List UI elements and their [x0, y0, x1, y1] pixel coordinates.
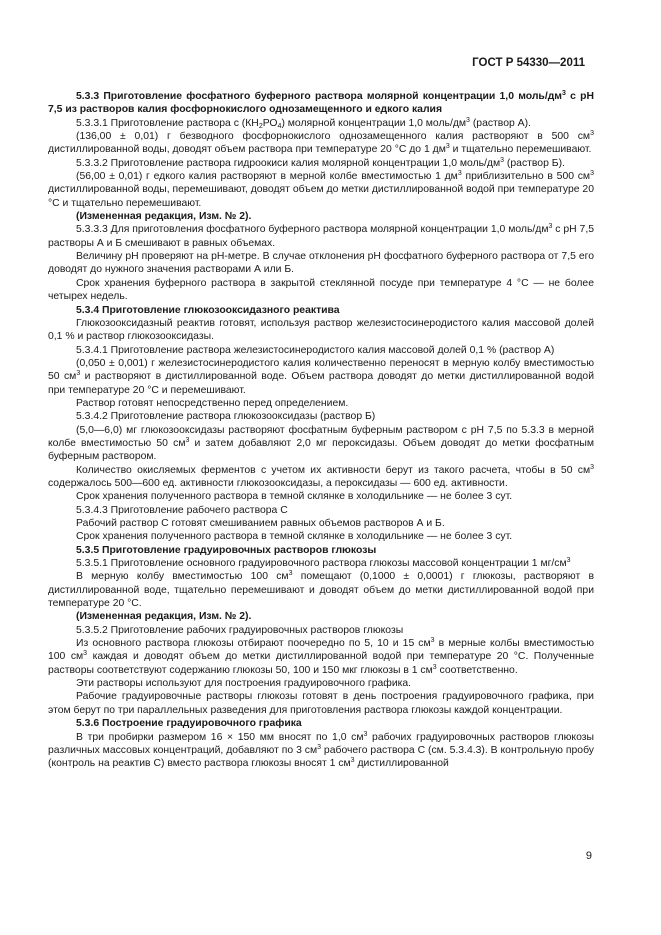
paragraph: (56,00 ± 0,01) г едкого калия растворяют в мерной колбе вместимостью 1 $дм^3$ приблизительно в 500 $см^3$ дистиллированной воды, перемешивают, доводят объем до метки дистиллированной водой при температуре 20 °С и тщательно перемешивают. — [48, 170, 594, 209]
paragraph: Величину рН проверяют на рН-метре. В случае отклонения рН фосфатного буферного раствора от 7,5 его доводят до нужного значения растворами А или Б. — [48, 251, 594, 276]
paragraph: Рабочие градуировочные растворы глюкозы готовят в день построения градуировочного графика, при этом берут по три параллельных разведения для приготовления раствора глюкозы каждой концентрации. — [48, 691, 594, 716]
paragraph: Эти растворы используют для построения градуировочного графика. — [76, 678, 412, 690]
paragraph: Из основного раствора глюкозы отбирают поочередно по 5, 10 и 15 $см^3$ в мерные колбы вместимостью 100 $см^3$ каждая и доводят объем до метки дистиллированной водой при температуре 20 °С. Полученные растворы соответствуют содержанию глюкозы 50, 100 и 150 мкг глюкозы в 1 $см^3$ соответственно. — [48, 637, 595, 676]
section-heading: (Измененная редакция, Изм. № 2). — [76, 211, 252, 223]
section-heading: 5.3.4 Приготовление глюкозооксидазного реактива — [76, 304, 340, 316]
paragraph: Срок хранения полученного раствора в темной склянке в холодильнике — не более 3 сут. — [76, 491, 513, 503]
paragraph: 5.3.4.2 Приготовление раствора глюкозооксидазы (раствор Б) — [76, 411, 376, 423]
paragraph: 5.3.4.3 Приготовление рабочего раствора С — [76, 504, 288, 516]
paragraph: Срок хранения буферного раствора в закрытой стеклянной посуде при температуре 4 °С — не более четырех недель. — [48, 277, 594, 303]
paragraph: 5.3.3.2 Приготовление раствора гидроокиси калия молярной концентрации 1,0 моль/$дм^3$ (раствор Б). — [76, 156, 565, 169]
section-heading: 5.3.6 Построение градуировочного графика — [76, 718, 302, 730]
paragraph: (136,00 ± 0,01) г безводного фосфорнокислого однозамещенного калия растворяют в 500 $см^3$ дистиллированной воды, доводят объем раствора при температуре 20 °С до 1 $дм^3$ и тщательно перемешивают. — [48, 130, 594, 156]
paragraph: 5.3.5.2 Приготовление рабочих градуировочных растворов глюкозы — [76, 624, 404, 636]
paragraph: (5,0—6,0) мг глюкозооксидазы растворяют фосфатным буферным раствором с рН 7,5 по 5.3.3 в мерной колбе вместимостью 50 $см^3$ и затем добавляют 2,0 мг пероксидазы. Объем доводят до метки фосфатным буферным раствором. — [48, 424, 594, 463]
section-heading: (Измененная редакция, Изм. № 2). — [76, 611, 252, 623]
paragraph: 5.3.5.1 Приготовление основного градуировочного раствора глюкозы массовой концентрации 1 $мг/см^3$ — [76, 557, 571, 570]
page-number: 9 — [585, 850, 592, 862]
document-body — [48, 90, 594, 771]
paragraph: В мерную колбу вместимостью 100 $см^3$ помещают (0,1000 ± 0,0001) г глюкозы, растворяют в дистиллированной воде, тщательно перемешивают и доводят объем до метки дистиллированной водой при температуре 20 °С. — [48, 570, 594, 610]
section-heading: 5.3.5 Приготовление градуировочных растворов глюкозы — [76, 544, 377, 556]
document-header: ГОСТ Р 54330—2011 — [472, 57, 585, 69]
paragraph: 5.3.3.3 Для приготовления фосфатного буферного раствора молярной концентрации 1,0 моль/$дм^3$ с рН 7,5 растворы А и Б смешивают в равных объемах. — [48, 223, 594, 249]
paragraph: Раствор готовят непосредственно перед определением. — [76, 397, 349, 409]
paragraph: В три пробирки размером 16 × 150 мм вносят по 1,0 $см^3$ рабочих градуировочных растворов глюкозы различных массовых концентраций, добавляют по 3 $см^3$ рабочего раствора С (см. 5.3.4.3). В контрольную пробу (контроль на реактив С) вместо раствора глюкозы вносят 1 $см^3$ дистиллированной — [48, 730, 594, 770]
paragraph: Количество окисляемых ферментов с учетом их активности берут из такого расчета, чтобы в 50 $см^3$ содержалось 500—600 ед. активности глюкозооксидазы, а пероксидазы — 600 ед. активности. — [48, 463, 594, 489]
section-heading: 5.3.3 Приготовление фосфатного буферного раствора молярной концентрации 1,0 моль/$дм^3$ с рН 7,5 из растворов калия фосфорнокислого однозамещенного и едкого калия — [48, 90, 594, 116]
paragraph: Рабочий раствор С готовят смешиванием равных объемов растворов А и Б. — [76, 518, 445, 529]
paragraph: 5.3.3.1 Приготовление раствора с $(КН_2РО_4)$ молярной концентрации 1,0 моль/$дм^3$ (раствор А). — [76, 116, 531, 130]
paragraph: Глюкозооксидазный реактив готовят, используя раствор железистосинеродистого калия массовой долей 0,1 % и раствор глюкозооксидазы. — [48, 317, 594, 343]
paragraph: (0,050 ± 0,001) г железистосинеродистого калия количественно переносят в мерную колбу вместимостью 50 $см^3$ и растворяют в дистиллированной воде. Объем раствора доводят до метки дистиллированной водой при температуре 20 °С и перемешивают. — [48, 357, 594, 396]
paragraph: 5.3.4.1 Приготовление раствора железистосинеродистого калия массовой долей 0,1 % (раствор А) — [76, 344, 555, 356]
paragraph: Срок хранения полученного раствора в темной склянке в холодильнике — не более 3 сут. — [76, 531, 513, 543]
